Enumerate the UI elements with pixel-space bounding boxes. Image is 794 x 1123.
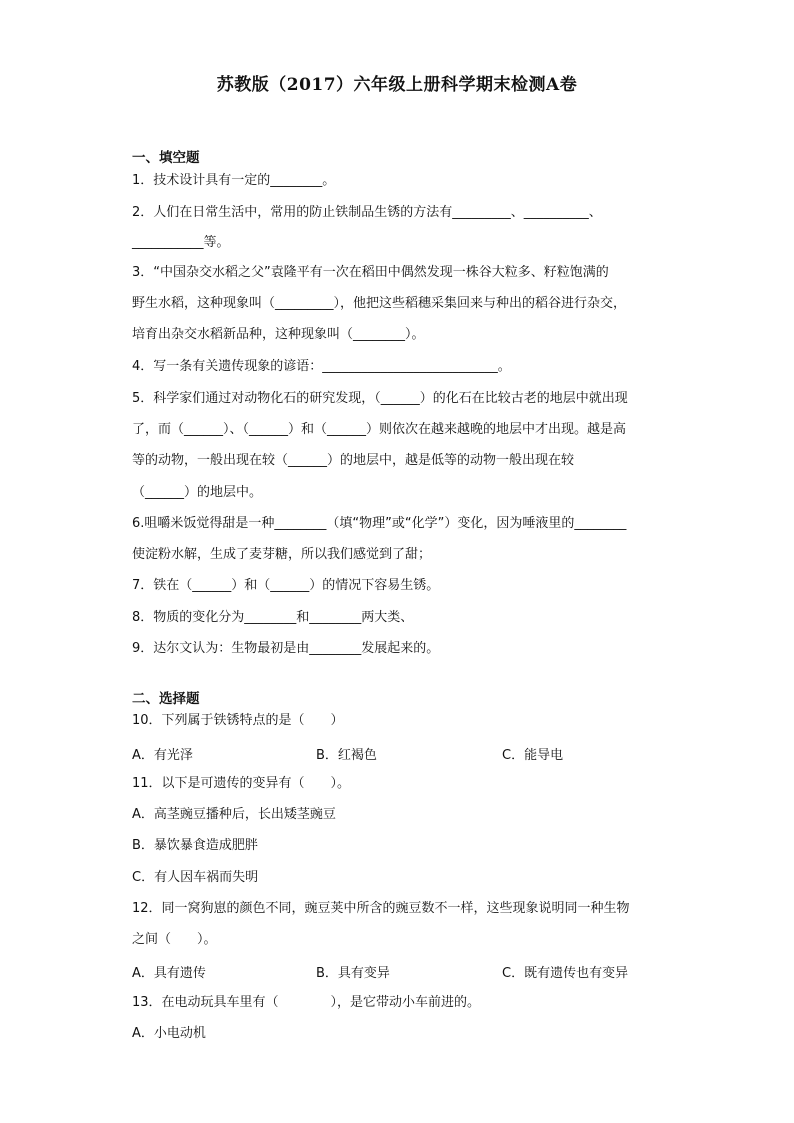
question-7: 7．铁在（______）和（______）的情况下容易生锈。 <box>132 578 440 593</box>
section-heading-fill-blank: 一、填空题 <box>132 150 200 166</box>
question-3-line-1: 3．“中国杂交水稻之父”袁隆平有一次在稻田中偶然发现一株谷大粒多、籽粒饱满的 <box>132 265 609 280</box>
question-5-line-1: 5．科学家们通过对动物化石的研究发现，（______）的化石在比较古老的地层中就出现 <box>132 391 628 406</box>
question-9: 9．达尔文认为：生物最初是由________发展起来的。 <box>132 641 440 656</box>
question-11-option-a: A．高茎豌豆播种后，长出矮茎豌豆 <box>132 807 336 822</box>
question-10-option-b: B．红褐色 <box>316 748 377 763</box>
question-11-option-c: C．有人因车祸而失明 <box>132 870 259 885</box>
page-title: 苏教版（2017）六年级上册科学期末检测A卷 <box>216 75 578 95</box>
question-13-option-a: A．小电动机 <box>132 1026 206 1041</box>
question-1: 1．技术设计具有一定的________。 <box>132 173 336 188</box>
question-2-line-1: 2．人们在日常生活中，常用的防止铁制品生锈的方法有_________、__________、 <box>132 205 602 220</box>
question-3-line-3: 培育出杂交水稻新品种，这种现象叫（________）。 <box>132 327 425 342</box>
question-10-option-c: C．能导电 <box>502 748 564 763</box>
question-6-line-2: 使淀粉水解，生成了麦芽糖，所以我们感觉到了甜； <box>132 547 432 562</box>
question-12-option-b: B．具有变异 <box>316 966 390 981</box>
question-8: 8．物质的变化分为________和________两大类、 <box>132 610 414 625</box>
question-11-option-b: B．暴饮暴食造成肥胖 <box>132 838 258 853</box>
question-5-line-2: 了，而（______）、（______）和（______）则依次在越来越晚的地层中才出现。越是高 <box>132 422 627 437</box>
section-heading-multiple-choice: 二、选择题 <box>132 691 200 707</box>
question-11-stem: 11．以下是可遗传的变异有（ ）。 <box>132 776 351 791</box>
question-5-line-4: （______）的地层中。 <box>132 485 263 500</box>
question-3-line-2: 野生水稻，这种现象叫（_________），他把这些稻穗采集回来与种出的稻谷进行杂交， <box>132 296 627 311</box>
question-12-stem-line-2: 之间（ ）。 <box>132 932 217 947</box>
question-10-option-a: A．有光泽 <box>132 748 193 763</box>
question-2-line-2: ___________等。 <box>132 235 230 250</box>
question-4: 4．写一条有关遗传现象的谚语：___________________________。 <box>132 359 511 374</box>
question-10-stem: 10．下列属于铁锈特点的是（ ） <box>132 713 344 728</box>
question-13-stem: 13．在电动玩具车里有（ ），是它带动小车前进的。 <box>132 995 481 1010</box>
question-5-line-3: 等的动物，一般出现在较（______）的地层中，越是低等的动物一般出现在较 <box>132 453 575 468</box>
question-6-line-1: 6.咀嚼米饭觉得甜是一种________（填“物理”或“化学”）变化，因为唾液里的________ <box>132 516 627 531</box>
question-12-option-a: A．具有遗传 <box>132 966 206 981</box>
question-12-option-c: C．既有遗传也有变异 <box>502 966 629 981</box>
question-12-stem-line-1: 12．同一窝狗崽的颜色不同，豌豆荚中所含的豌豆数不一样，这些现象说明同一种生物 <box>132 901 630 916</box>
